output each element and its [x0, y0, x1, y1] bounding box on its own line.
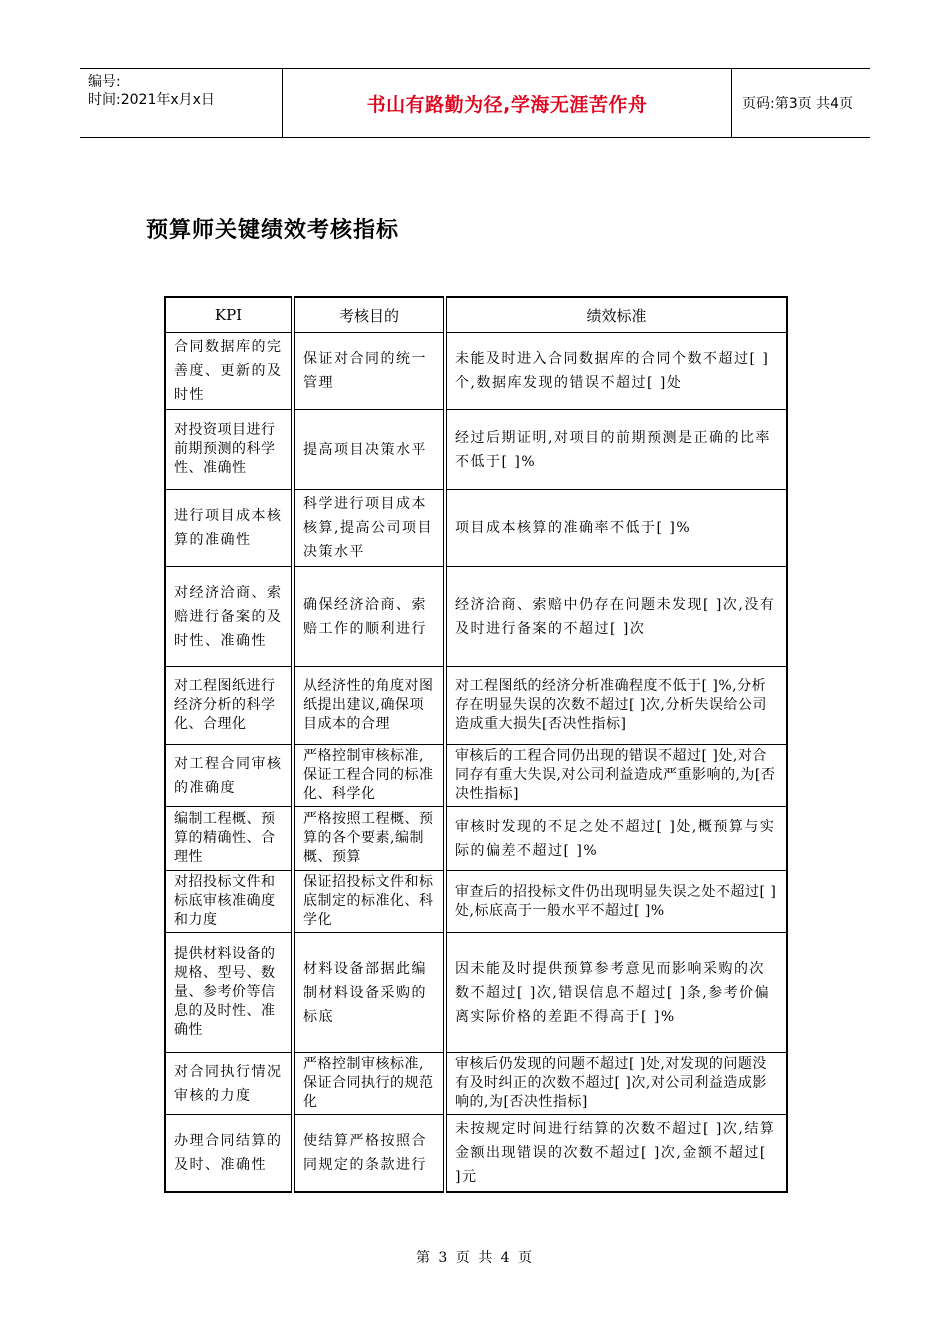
standard-cell: 未按规定时间进行结算的次数不超过[ ]次,结算金额出现错误的次数不超过[ ]次,金额不超过[ ]元	[445, 1115, 787, 1193]
page-info: 页码:第3页 共4页	[742, 96, 853, 112]
purpose-cell: 使结算严格按照合同规定的条款进行	[293, 1115, 445, 1193]
table-row	[165, 933, 787, 1053]
purpose-cell: 确保经济洽商、索赔工作的顺利进行	[293, 567, 445, 667]
header-page-cell	[732, 69, 870, 137]
purpose-cell: 保证招投标文件和标底制定的标准化、科学化	[293, 871, 445, 933]
standard-cell: 审核时发现的不足之处不超过[ ]处,概预算与实际的偏差不超过[ ]%	[445, 807, 787, 871]
table-row	[165, 567, 787, 667]
purpose-cell: 保证对合同的统一管理	[293, 333, 445, 410]
standard-cell: 审查后的招投标文件仍出现明显失误之处不超过[ ]处,标底高于一般水平不超过[ ]%	[445, 871, 787, 933]
table-header-row	[165, 297, 787, 333]
purpose-cell: 严格按照工程概、预算的各个要素,编制概、预算	[293, 807, 445, 871]
purpose-cell: 严格控制审核标准,保证合同执行的规范化	[293, 1053, 445, 1115]
standard-cell: 项目成本核算的准确率不低于[ ]%	[445, 490, 787, 567]
table-row	[165, 745, 787, 807]
kpi-cell: 对经济洽商、索赔进行备案的及时性、准确性	[165, 567, 293, 667]
kpi-cell: 合同数据库的完善度、更新的及时性	[165, 333, 293, 410]
header-meta	[80, 69, 282, 137]
table-row	[165, 333, 787, 410]
time-label: 时间:2021年x月x日	[88, 92, 215, 108]
kpi-cell: 对投资项目进行前期预测的科学性、准确性	[165, 410, 293, 490]
table-row	[165, 807, 787, 871]
purpose-cell: 从经济性的角度对图纸提出建议,确保项目成本的合理	[293, 667, 445, 745]
page-footer: 第 3 页 共 4 页	[415, 1250, 535, 1266]
standard-cell: 未能及时进入合同数据库的合同个数不超过[ ]个,数据库发现的错误不超过[ ]处	[445, 333, 787, 410]
kpi-table	[164, 296, 788, 1193]
purpose-cell: 提高项目决策水平	[293, 410, 445, 490]
kpi-cell: 对工程图纸进行经济分析的科学化、合理化	[165, 667, 293, 745]
kpi-cell: 进行项目成本核算的准确性	[165, 490, 293, 567]
standard-cell: 审核后仍发现的问题不超过[ ]处,对发现的问题没有及时纠正的次数不超过[ ]次,对公司利益造成影响的,为[否决性指标]	[445, 1053, 787, 1115]
kpi-cell: 编制工程概、预算的精确性、合理性	[165, 807, 293, 871]
table-row	[165, 871, 787, 933]
header-standard: 绩效标准	[445, 297, 787, 333]
purpose-cell: 科学进行项目成本核算,提高公司项目决策水平	[293, 490, 445, 567]
purpose-cell: 严格控制审核标准,保证工程合同的标准化、科学化	[293, 745, 445, 807]
page-title: 预算师关键绩效考核指标	[146, 218, 400, 243]
kpi-cell: 提供材料设备的规格、型号、数量、参考价等信息的及时性、准确性	[165, 933, 293, 1053]
standard-cell: 审核后的工程合同仍出现的错误不超过[ ]处,对合同存有重大失误,对公司利益造成严重影响的,为[否决性指标]	[445, 745, 787, 807]
table-row	[165, 490, 787, 567]
kpi-cell: 对工程合同审核的准确度	[165, 745, 293, 807]
header-kpi: KPI	[165, 297, 293, 333]
table-row	[165, 1115, 787, 1193]
standard-cell: 经济洽商、索赔中仍存在问题未发现[ ]次,没有及时进行备案的不超过[ ]次	[445, 567, 787, 667]
page-header	[80, 68, 870, 138]
motto-text: 书山有路勤为径,学海无涯苦作舟	[366, 93, 648, 116]
table-row	[165, 410, 787, 490]
purpose-cell: 材料设备部据此编制材料设备采购的标底	[293, 933, 445, 1053]
standard-cell: 经过后期证明,对项目的前期预测是正确的比率不低于[ ]%	[445, 410, 787, 490]
table-row	[165, 1053, 787, 1115]
kpi-cell: 对合同执行情况审核的力度	[165, 1053, 293, 1115]
standard-cell: 因未能及时提供预算参考意见而影响采购的次数不超过[ ]次,错误信息不超过[ ]条,参考价偏离实际价格的差距不得高于[ ]%	[445, 933, 787, 1053]
kpi-cell: 办理合同结算的及时、准确性	[165, 1115, 293, 1193]
kpi-cell: 对招投标文件和标底审核准确度和力度	[165, 871, 293, 933]
table-row	[165, 667, 787, 745]
standard-cell: 对工程图纸的经济分析准确程度不低于[ ]%,分析存在明显失误的次数不超过[ ]次,分析失误给公司造成重大损失[否决性指标]	[445, 667, 787, 745]
header-purpose: 考核目的	[293, 297, 445, 333]
header-motto-cell	[282, 69, 732, 137]
code-label: 编号:	[88, 74, 121, 90]
